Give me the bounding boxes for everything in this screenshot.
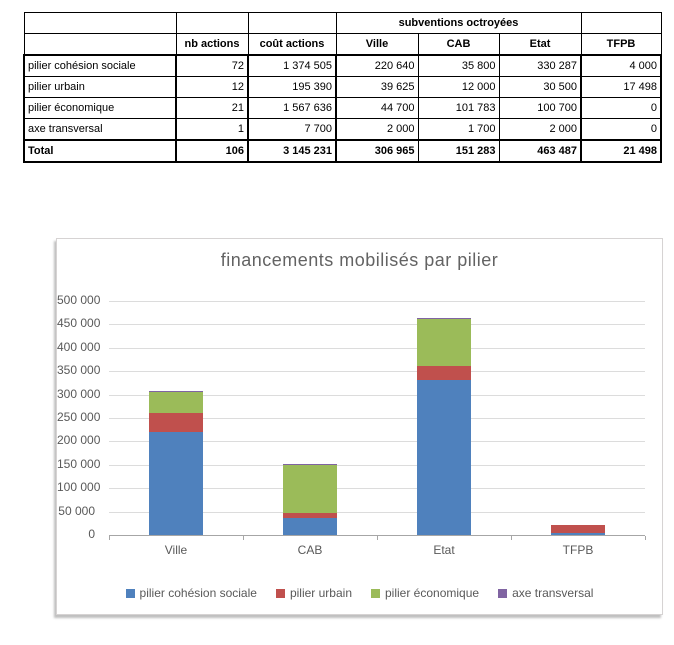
cell: 12 [176, 77, 248, 98]
empty-cell [176, 13, 248, 34]
cell: 39 625 [336, 77, 418, 98]
legend-item [498, 586, 593, 600]
x-axis-label-CAB: CAB [297, 543, 323, 557]
total-cell: 106 [176, 140, 248, 162]
cell: 0 [581, 98, 661, 119]
legend-item [371, 586, 479, 600]
y-axis-tick-label: 150 000 [57, 457, 101, 471]
bar-segment-Etat-axe transversal [417, 318, 471, 319]
empty-cell [581, 13, 661, 34]
summary-table [23, 12, 662, 163]
bar-segment-CAB-axe transversal [283, 464, 337, 465]
cell: 4 000 [581, 55, 661, 77]
chart-title: financements mobilisés par pilier [220, 250, 499, 270]
cell: 2 000 [336, 119, 418, 141]
bar-segment-CAB-pilier économique [283, 465, 337, 513]
axis-tick [511, 536, 512, 540]
y-axis-tick-label: 100 000 [57, 480, 101, 494]
chart-legend [57, 586, 662, 600]
total-cell: 21 498 [581, 140, 661, 162]
gridline [109, 371, 645, 372]
x-axis-label-Ville: Ville [164, 543, 188, 557]
bar-segment-Ville-pilier économique [149, 392, 203, 413]
axis-tick [377, 536, 378, 540]
legend-swatch-icon [371, 589, 380, 598]
table-row [24, 98, 661, 119]
bar-segment-Etat-pilier urbain [417, 366, 471, 380]
cell: 100 700 [499, 98, 581, 119]
legend-swatch-icon [126, 589, 135, 598]
cell: 220 640 [336, 55, 418, 77]
bar-segment-TFPB-pilier urbain [551, 525, 605, 533]
gridline [109, 324, 645, 325]
axis-tick [645, 536, 646, 540]
col-header-ville: Ville [336, 34, 418, 56]
total-cell: 463 487 [499, 140, 581, 162]
table-row [24, 77, 661, 98]
y-axis-tick-label: 500 000 [57, 293, 101, 307]
bar-segment-Ville-pilier urbain [149, 413, 203, 432]
cell: 195 390 [248, 77, 336, 98]
bar-segment-Etat-pilier économique [417, 319, 471, 366]
table-row [24, 55, 661, 77]
bar-segment-Ville-pilier cohésion sociale [149, 432, 203, 535]
table-row-column-headers [24, 34, 661, 56]
total-cell: 151 283 [418, 140, 499, 162]
legend-label: pilier économique [385, 586, 480, 600]
col-header-tfpb: TFPB [581, 34, 661, 56]
x-axis-label-TFPB: TFPB [562, 543, 594, 557]
cell: 17 498 [581, 77, 661, 98]
bar-segment-Etat-pilier cohésion sociale [417, 380, 471, 535]
total-label: Total [24, 140, 176, 162]
y-axis-tick-label: 300 000 [57, 387, 101, 401]
legend-item [126, 586, 257, 600]
group-header-subventions: subventions octroyées [336, 13, 581, 34]
col-header-cab: CAB [418, 34, 499, 56]
total-cell: 306 965 [336, 140, 418, 162]
bar-segment-TFPB-pilier cohésion sociale [551, 533, 605, 535]
row-label: pilier urbain [24, 77, 176, 98]
legend-swatch-icon [276, 589, 285, 598]
table-row-total [24, 140, 661, 162]
cell: 7 700 [248, 119, 336, 141]
cell: 1 [176, 119, 248, 141]
x-axis-label-Etat: Etat [433, 543, 455, 557]
cell: 44 700 [336, 98, 418, 119]
y-axis-tick-label: 0 [88, 527, 95, 541]
gridline [109, 348, 645, 349]
cell: 1 700 [418, 119, 499, 141]
bar-segment-CAB-pilier urbain [283, 513, 337, 518]
cell: 1 374 505 [248, 55, 336, 77]
empty-cell [24, 34, 176, 56]
legend-swatch-icon [498, 589, 507, 598]
row-label: pilier cohésion sociale [24, 55, 176, 77]
table-row-group-header [24, 13, 661, 34]
bar-segment-CAB-pilier cohésion sociale [283, 518, 337, 535]
empty-cell [248, 13, 336, 34]
legend-item [276, 586, 352, 600]
legend-label: axe transversal [512, 586, 594, 600]
row-label: axe transversal [24, 119, 176, 141]
bar-segment-Ville-axe transversal [149, 391, 203, 392]
total-cell: 3 145 231 [248, 140, 336, 162]
cell: 1 567 636 [248, 98, 336, 119]
axis-tick [109, 536, 110, 540]
empty-cell [24, 13, 176, 34]
cell: 35 800 [418, 55, 499, 77]
cell: 30 500 [499, 77, 581, 98]
y-axis-tick-label: 50 000 [58, 504, 95, 518]
cell: 72 [176, 55, 248, 77]
col-header-nb-actions: nb actions [176, 34, 248, 56]
cell: 0 [581, 119, 661, 141]
row-label: pilier économique [24, 98, 176, 119]
cell: 12 000 [418, 77, 499, 98]
y-axis-tick-label: 450 000 [57, 316, 101, 330]
y-axis-tick-label: 250 000 [57, 410, 101, 424]
y-axis-tick-label: 350 000 [57, 363, 101, 377]
cell: 2 000 [499, 119, 581, 141]
legend-label: pilier urbain [289, 586, 352, 600]
y-axis-tick-label: 400 000 [57, 340, 101, 354]
stacked-bar-chart [56, 238, 663, 615]
cell: 330 287 [499, 55, 581, 77]
legend-label: pilier cohésion sociale [139, 586, 257, 600]
axis-tick [243, 536, 244, 540]
table-row [24, 119, 661, 141]
col-header-cout-actions: coût actions [248, 34, 336, 56]
cell: 101 783 [418, 98, 499, 119]
col-header-etat: Etat [499, 34, 581, 56]
y-axis-tick-label: 200 000 [57, 433, 101, 447]
cell: 21 [176, 98, 248, 119]
gridline [109, 301, 645, 302]
